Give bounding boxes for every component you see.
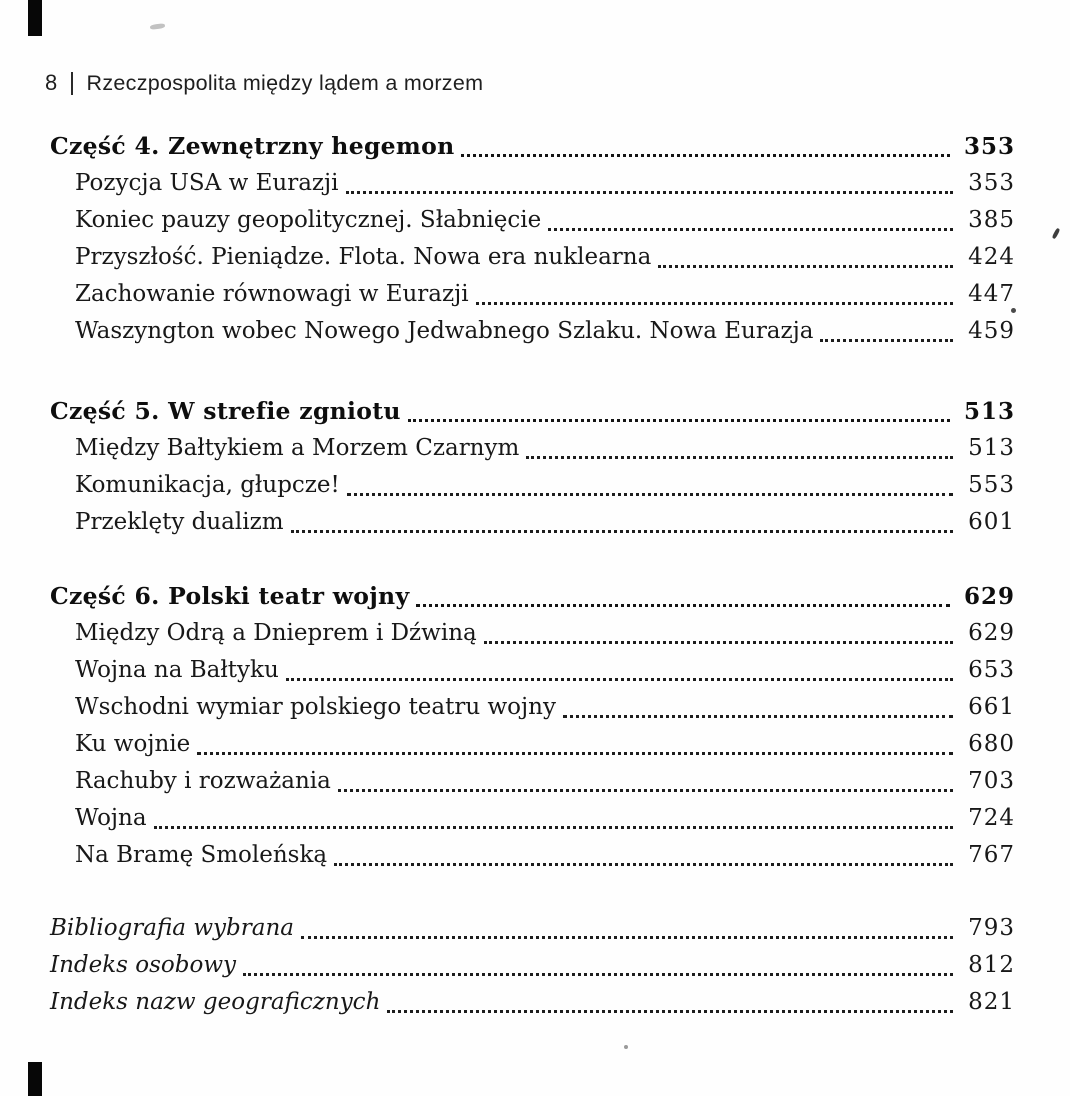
toc-entry-title: Przyszłość. Pieniądze. Flota. Nowa era nuklearna <box>75 244 652 270</box>
toc-page-number: 601 <box>968 509 1015 535</box>
dot-leader <box>338 789 953 792</box>
toc-entry <box>50 239 1015 276</box>
toc-page-number: 513 <box>963 398 1015 425</box>
toc-entry-title: Pozycja USA w Eurazji <box>75 170 339 196</box>
dot-leader <box>820 339 953 342</box>
dot-leader <box>484 641 953 644</box>
dot-leader <box>197 752 953 755</box>
toc-part-heading <box>50 393 1015 430</box>
toc-part-title: Część 6. Polski teatr wojny <box>50 582 410 610</box>
toc-page-number: 459 <box>968 318 1015 344</box>
dot-leader <box>548 228 953 231</box>
toc-entry <box>50 763 1015 800</box>
toc-entry <box>50 467 1015 504</box>
dot-leader <box>658 265 953 268</box>
dot-leader <box>291 530 953 533</box>
dot-leader <box>476 302 953 305</box>
toc-entry-title: Waszyngton wobec Nowego Jedwabnego Szlaku. Nowa Eurazja <box>75 318 814 344</box>
header-book-title: Rzeczpospolita między lądem a morzem <box>86 70 484 95</box>
dot-leader <box>408 419 950 422</box>
dot-leader <box>387 1010 953 1013</box>
toc-entry-title: Indeks osobowy <box>50 952 237 978</box>
toc-page-number: 793 <box>968 915 1015 941</box>
toc-entry-title: Bibliografia wybrana <box>50 915 294 941</box>
toc-page-number: 812 <box>968 952 1015 978</box>
toc-entry <box>50 202 1015 239</box>
toc-entry-title: Wojna <box>75 805 147 831</box>
dot-leader <box>346 191 953 194</box>
toc-page-number: 724 <box>968 805 1015 831</box>
toc-entry <box>50 276 1015 313</box>
toc-entry <box>50 652 1015 689</box>
toc-entry <box>50 504 1015 541</box>
toc-page-number: 661 <box>968 694 1015 720</box>
toc-entry <box>50 910 1015 947</box>
dot-leader <box>334 863 953 866</box>
toc-back-matter <box>50 910 1015 1021</box>
toc-entry <box>50 800 1015 837</box>
toc-part-heading <box>50 578 1015 615</box>
toc-entry-title: Rachuby i rozważania <box>75 768 331 794</box>
toc-entry <box>50 947 1015 984</box>
toc-part-title: Część 5. W strefie zgniotu <box>50 397 401 425</box>
toc-entry-title: Ku wojnie <box>75 731 191 757</box>
toc-entry-title: Między Bałtykiem a Morzem Czarnym <box>75 435 520 461</box>
toc-entry <box>50 430 1015 467</box>
dot-leader <box>301 936 953 939</box>
toc-section-part5 <box>50 393 1015 541</box>
toc-page-number: 353 <box>963 133 1015 160</box>
toc-entry-title: Koniec pauzy geopolitycznej. Słabnięcie <box>75 207 542 233</box>
dot-leader <box>526 456 953 459</box>
toc-page-number: 821 <box>968 989 1015 1015</box>
dot-leader <box>416 604 950 607</box>
dot-leader <box>347 493 953 496</box>
toc-entry-title: Komunikacja, głupcze! <box>75 472 340 498</box>
dot-leader <box>563 715 953 718</box>
toc-part-title: Część 4. Zewnętrzny hegemon <box>50 132 455 160</box>
toc-entry <box>50 984 1015 1021</box>
toc-entry-title: Indeks nazw geograficznych <box>50 989 381 1015</box>
toc-page-number: 703 <box>968 768 1015 794</box>
toc-page-number: 513 <box>968 435 1015 461</box>
dot-leader <box>154 826 953 829</box>
toc-entry-title: Wschodni wymiar polskiego teatru wojny <box>75 694 556 720</box>
toc-entry <box>50 726 1015 763</box>
toc-entry-title: Zachowanie równowagi w Eurazji <box>75 281 469 307</box>
toc-entry <box>50 615 1015 652</box>
toc-page-number: 680 <box>968 731 1015 757</box>
dot-leader <box>243 973 953 976</box>
toc-page-number: 385 <box>968 207 1015 233</box>
toc-page-number: 629 <box>963 583 1015 610</box>
toc-page-number: 424 <box>968 244 1015 270</box>
toc-entry <box>50 165 1015 202</box>
toc-entry-title: Przeklęty dualizm <box>75 509 284 535</box>
toc-entry-title: Między Odrą a Dnieprem i Dźwiną <box>75 620 477 646</box>
toc-page-number: 653 <box>968 657 1015 683</box>
dot-leader <box>461 154 950 157</box>
toc-page-number: 629 <box>968 620 1015 646</box>
toc-entry <box>50 313 1015 350</box>
header-page-number: 8 <box>45 70 58 95</box>
toc-section-part6 <box>50 578 1015 874</box>
toc-page-number: 767 <box>968 842 1015 868</box>
dot-leader <box>286 678 953 681</box>
toc-entry-title: Wojna na Bałtyku <box>75 657 279 683</box>
toc-entry-title: Na Bramę Smoleńską <box>75 842 328 868</box>
toc-page-number: 353 <box>968 170 1015 196</box>
toc-page-number: 553 <box>968 472 1015 498</box>
toc-section-part4 <box>50 128 1015 350</box>
toc-entry <box>50 837 1015 874</box>
toc-part-heading <box>50 128 1015 165</box>
toc-page-number: 447 <box>968 281 1015 307</box>
toc-entry <box>50 689 1015 726</box>
